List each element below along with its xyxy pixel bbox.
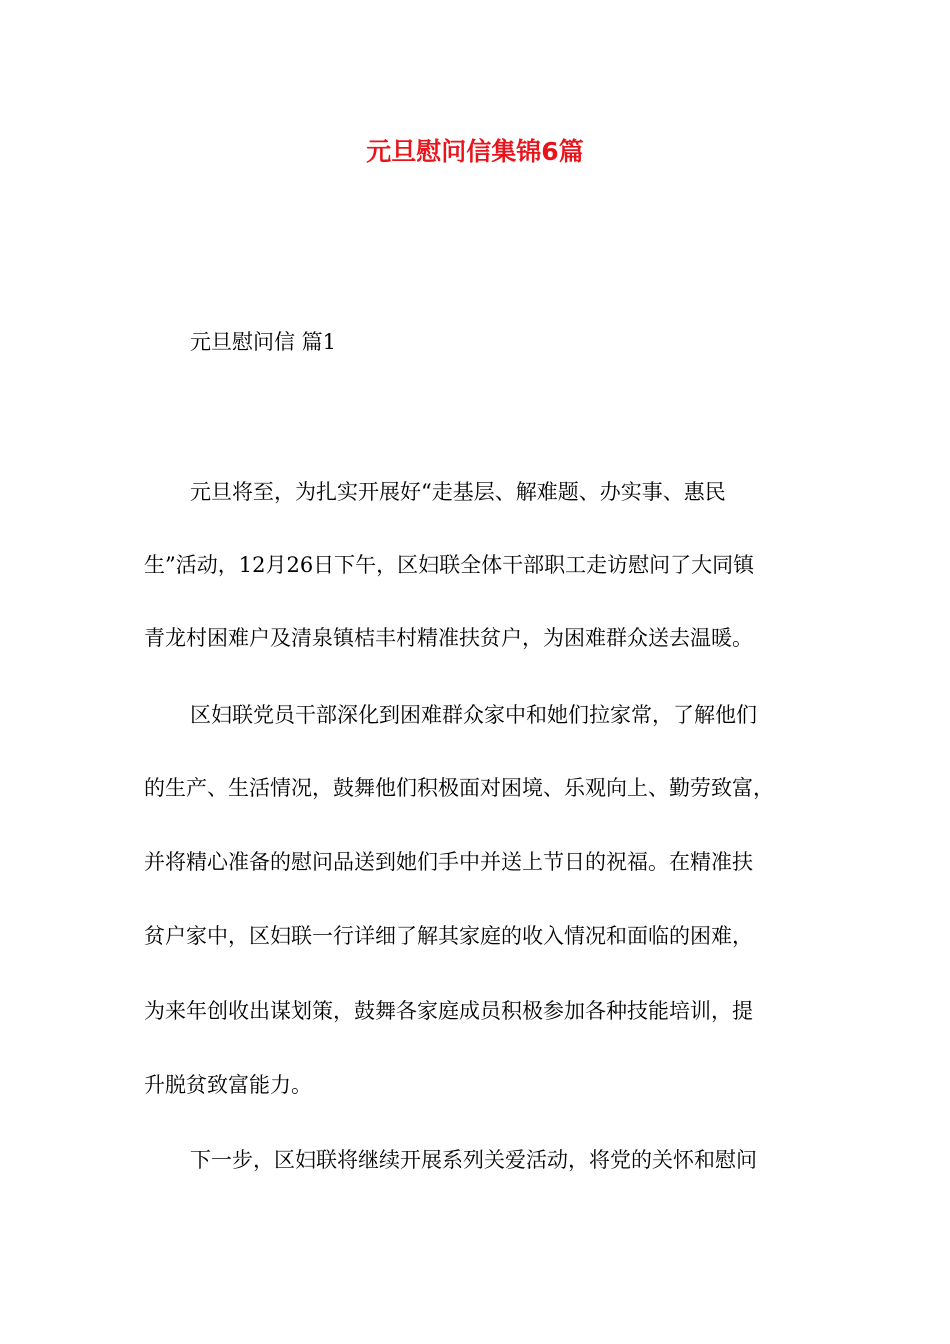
paragraph-line: 下一步，区妇联将继续开展系列关爱活动，将党的关怀和慰问 (190, 1148, 757, 1172)
paragraph-line: 贫户家中，区妇联一行详细了解其家庭的收入情况和面临的困难， (144, 924, 753, 948)
paragraph-line: 区妇联党员干部深化到困难群众家中和她们拉家常，了解他们 (190, 703, 757, 727)
paragraph-line: 青龙村困难户及清泉镇桔丰村精准扶贫户，为困难群众送去温暖。 (144, 626, 753, 650)
paragraph-line: 生”活动，12月26日下午，区妇联全体干部职工走访慰问了大同镇 (144, 553, 755, 577)
paragraph-line: 升脱贫致富能力。 (144, 1073, 312, 1097)
paragraph-line: 并将精心准备的慰问品送到她们手中并送上节日的祝福。在精准扶 (144, 850, 753, 874)
paragraph-line: 的生产、生活情况，鼓舞他们积极面对困境、乐观向上、勤劳致富， (144, 776, 774, 800)
paragraph-line: 元旦将至，为扎实开展好“走基层、解难题、办实事、惠民 (190, 480, 726, 504)
paragraph-line: 为来年创收出谋划策，鼓舞各家庭成员积极参加各种技能培训，提 (144, 999, 753, 1023)
section-heading: 元旦慰问信 篇1 (190, 330, 337, 354)
document-title: 元旦慰问信集锦6篇 (366, 137, 584, 166)
